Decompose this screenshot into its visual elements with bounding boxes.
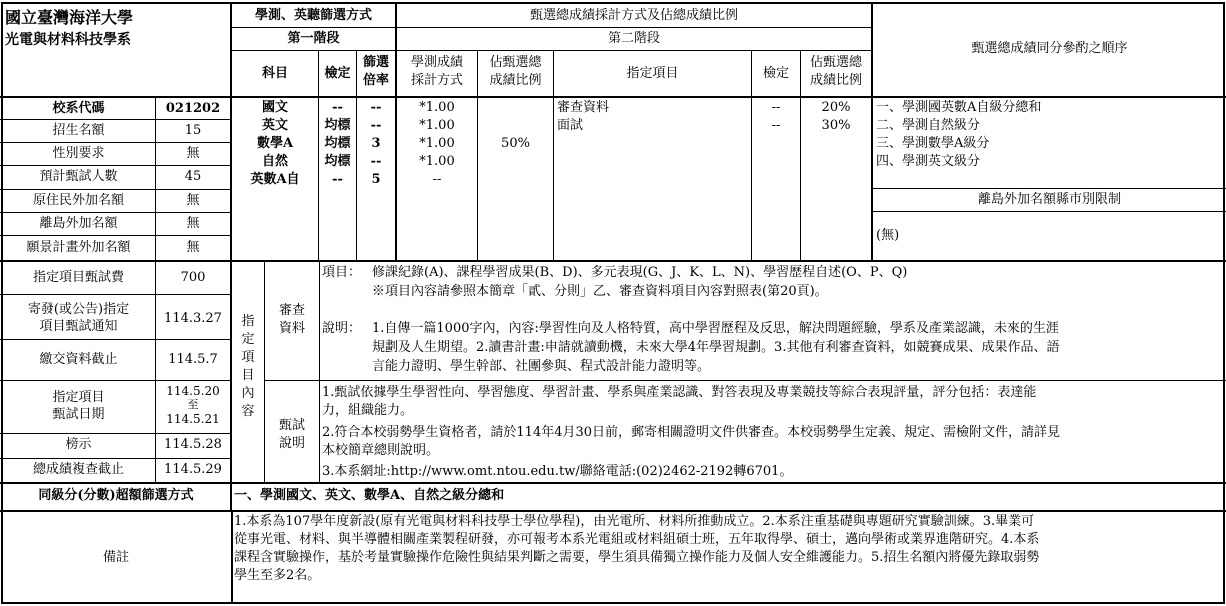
- schedule-value: 114.5.21: [166, 412, 220, 426]
- divider: [0, 380, 230, 381]
- divider: [553, 51, 554, 260]
- schedule-label: 項目甄試通知: [39, 319, 118, 334]
- review-label: 資料: [278, 321, 305, 336]
- col-gsat-calc-l2: 採計方式: [410, 73, 463, 88]
- stage1-ratio: --: [370, 100, 382, 115]
- stage1-subject: 英數A自: [250, 172, 300, 187]
- gsat-weight: *1.00: [419, 100, 455, 115]
- col-ratio-l2: 倍率: [362, 73, 389, 88]
- exam-desc: 本校簡章總則說明。: [322, 443, 440, 458]
- remarks-text: 課程含實驗操作，基於考量實驗操作危險性與結果判斷之需要，學生須具備獨立操作能力及個人安全維護能力。5.招生名額內將優先錄取弱勢: [234, 550, 1040, 565]
- info-label: 原住民外加名額: [32, 193, 124, 208]
- col-share-l2: 成績比例: [489, 73, 542, 88]
- divider: [0, 96, 1226, 98]
- item-share: 20%: [821, 100, 851, 115]
- divider: [0, 510, 1226, 512]
- col-check: 檢定: [324, 66, 351, 81]
- gsat-weight: *1.00: [419, 154, 455, 169]
- stage2-title: 第二階段: [607, 31, 660, 46]
- item-content-label: 目: [241, 368, 255, 383]
- col-item-share-l1: 佔甄選總: [809, 55, 862, 70]
- island-limit-title: 離島外加名額縣市別限制: [977, 192, 1121, 207]
- item-name: 面試: [557, 118, 584, 133]
- review-items: 修課紀錄(A)、課程學習成果(B、D)、多元表現(G、J、K、L、N)、學習歷程自述(O、P、Q): [372, 265, 908, 280]
- remarks-text: 學生至多2名。: [234, 568, 321, 583]
- review-desc: 規劃及人生期望。2.讀書計畫:申請就讀動機，未來大學4年學習規劃。3.其他有利審查資料，如競賽成果、成果作品、語: [372, 340, 1060, 355]
- tie-breaker-label: 同級分(分數)超額篩選方式: [38, 488, 194, 503]
- item-content-label: 指: [241, 314, 255, 329]
- tie-order-item: 四、學測英文級分: [876, 154, 981, 169]
- university-name: 國立臺灣海洋大學: [5, 8, 134, 27]
- exam-desc: 1.甄試依據學生學習性向、學習態度、學習計畫、學系與產業認識、對答表現及專業競技等綜合表現評量，評分包括：表達能: [322, 385, 1037, 400]
- divider: [0, 339, 230, 340]
- stage1-check: 均標: [324, 118, 351, 133]
- stage1-subject: 自然: [261, 154, 288, 169]
- schedule-value: 114.5.20: [166, 384, 220, 398]
- schedule-value: 至: [187, 398, 199, 411]
- review-label: 審查: [278, 303, 305, 318]
- tie-order-item: 一、學測國英數A自級分總和: [876, 100, 1042, 115]
- divider: [873, 211, 1226, 212]
- info-label: 校系代碼: [52, 101, 105, 116]
- divider: [873, 188, 1226, 189]
- exam-desc: 力，組織能力。: [322, 403, 414, 418]
- gsat-weight: --: [432, 172, 442, 187]
- info-label: 招生名額: [52, 123, 105, 138]
- island-limit-value: (無): [876, 228, 900, 243]
- info-value: 15: [184, 123, 202, 138]
- stage1-title: 第一階段: [287, 31, 340, 46]
- divider: [0, 458, 230, 459]
- divider: [397, 27, 871, 28]
- stage1-subject: 國文: [261, 100, 288, 115]
- schedule-value: 700: [180, 270, 206, 285]
- col-item: 指定項目: [626, 66, 679, 81]
- info-value: 無: [186, 216, 200, 231]
- review-note: ※項目內容請參照本簡章「貳、分則」乙、審查資料項目內容對照表(第20頁)。: [372, 284, 828, 299]
- divider: [0, 260, 1226, 262]
- remarks-text: 從事光電、材料、與半導體相關產業製程研發，亦可報考本系光電組或材料組碩士班，五年取得學、碩士，邁向學術或業界進階研究。4.本系: [234, 532, 1040, 547]
- divider: [0, 212, 230, 213]
- exam-desc: 2.符合本校弱勢學生資格者，請於114年4月30日前，郵寄相關證明文件供審查。本校弱勢學生定義、規定、需檢附文件，請詳見: [322, 425, 1061, 440]
- review-items-prefix: 項目：: [322, 265, 362, 280]
- remarks-text: 1.本系為107學年度新設(原有光電與材料科技學士學位學程)，由光電所、材料所推動成立。2.本系注重基礎與專題研究實驗訓練。3.畢業可: [234, 514, 1035, 529]
- info-label: 願景計畫外加名額: [26, 240, 131, 255]
- info-value: 無: [186, 193, 200, 208]
- info-label: 性別要求: [52, 146, 105, 161]
- item-name: 審查資料: [557, 100, 610, 115]
- exam-desc: 3.本系網址:http://www.omt.ntou.edu.tw/聯絡電話:(02)2462-2192轉6701。: [322, 464, 793, 479]
- divider: [0, 189, 230, 190]
- divider: [0, 433, 230, 434]
- col-share-l1: 佔甄選總: [489, 55, 542, 70]
- review-desc-prefix: 說明：: [322, 321, 362, 336]
- schedule-value: 114.5.7: [168, 352, 218, 367]
- stage1-subject: 英文: [261, 118, 288, 133]
- stage1-check: 均標: [324, 154, 351, 169]
- divider: [319, 262, 320, 482]
- item-content-label: 內: [241, 386, 255, 401]
- stage1-check: --: [332, 100, 343, 115]
- divider: [0, 165, 230, 166]
- tie-order-item: 二、學測自然級分: [876, 118, 981, 133]
- stage1-ratio: --: [370, 154, 382, 169]
- col-ratio-l1: 篩選: [362, 55, 389, 70]
- tie-order-title: 甄選總成績同分參酌之順序: [971, 41, 1128, 56]
- item-content-label: 定: [241, 332, 255, 347]
- schedule-label: 甄試日期: [52, 407, 105, 422]
- schedule-label: 指定項目: [52, 390, 105, 405]
- divider: [231, 511, 233, 604]
- exam-label: 甄試: [278, 418, 305, 433]
- divider: [232, 50, 395, 51]
- item-check: --: [771, 100, 781, 115]
- divider: [0, 294, 230, 295]
- info-value: 無: [186, 240, 200, 255]
- schedule-label: 總成績複查截止: [32, 462, 124, 477]
- schedule-label: 指定項目甄試費: [32, 270, 124, 285]
- schedule-label: 繳交資料截止: [39, 352, 118, 367]
- gsat-weight: *1.00: [419, 118, 455, 133]
- stage1-ratio: --: [370, 118, 382, 133]
- schedule-label: 榜示: [65, 437, 92, 452]
- review-desc: 1.自傳一篇1000字內，內容:學習性向及人格特質，高中學習歷程及反思，解決問題經驗，學系及產業認識，未來的生涯: [372, 321, 1059, 336]
- stage1-ratio: 3: [371, 136, 381, 151]
- schedule-value: 114.5.29: [164, 462, 222, 477]
- col-item-check: 檢定: [762, 66, 789, 81]
- info-value: 無: [186, 146, 200, 161]
- stage1-ratio: 5: [371, 172, 381, 187]
- item-content-label: 項: [241, 350, 255, 365]
- divider: [232, 27, 395, 28]
- divider: [265, 380, 1226, 381]
- info-label: 離島外加名額: [39, 216, 118, 231]
- divider: [0, 119, 230, 120]
- schedule-label: 寄發(或公告)指定: [27, 302, 130, 317]
- stage1-check: --: [332, 172, 343, 187]
- info-label: 預計甄試人數: [39, 169, 118, 184]
- info-value: 45: [184, 169, 202, 184]
- divider: [0, 235, 230, 236]
- item-check: --: [771, 118, 781, 133]
- score-calc-title: 甄選總成績採計方式及佔總成績比例: [529, 8, 738, 23]
- gsat-weight: *1.00: [419, 136, 455, 151]
- item-content-label: 容: [241, 404, 255, 419]
- stage1-check: 均標: [324, 136, 351, 151]
- stage1-subject: 數學A: [256, 136, 294, 151]
- schedule-value: 114.5.28: [164, 437, 222, 452]
- schedule-value: 114.3.27: [164, 311, 222, 326]
- info-value: 021202: [165, 101, 221, 116]
- divider: [751, 51, 752, 260]
- remarks-label: 備註: [102, 550, 129, 565]
- col-item-share-l2: 成績比例: [809, 73, 862, 88]
- tie-order-item: 三、學測數學A級分: [876, 136, 990, 151]
- tie-breaker-value: 一、學測國文、英文、數學A、自然之級分總和: [234, 488, 505, 503]
- screening-method-title: 學測、英聽篩選方式: [254, 8, 372, 23]
- col-subject: 科目: [261, 66, 288, 81]
- department-name: 光電與材料科技學系: [5, 32, 131, 48]
- divider: [0, 482, 1226, 484]
- exam-label: 說明: [278, 436, 305, 451]
- col-gsat-calc-l1: 學測成績: [410, 55, 463, 70]
- gsat-share: 50%: [501, 136, 530, 151]
- item-share: 30%: [821, 118, 851, 133]
- divider: [0, 142, 230, 143]
- review-desc: 言能力證明、學生幹部、社團參與、程式設計能力證明等。: [372, 359, 711, 374]
